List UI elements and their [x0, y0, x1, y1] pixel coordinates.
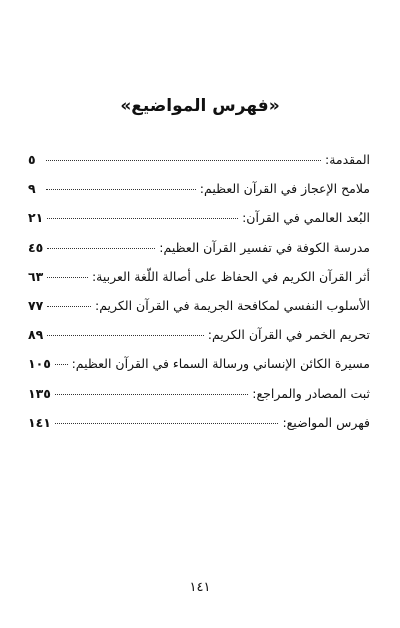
toc-entry [28, 269, 370, 298]
toc-entry-page: ٤٥ [28, 239, 44, 255]
toc-entry-page: ٢١ [28, 210, 44, 226]
toc-entry-page: ٦٣ [28, 268, 44, 284]
toc-entry-title: ملامح الإعجاز في القرآن العظيم: [199, 181, 370, 197]
page-title: «فهرس المواضيع» [120, 96, 280, 116]
toc-entry-page: ٨٩ [28, 327, 44, 343]
toc-entry-title: الأسلوب النفسي لمكافحة الجريمة في القرآن الكريم: [94, 297, 370, 313]
dot-leader [55, 423, 279, 424]
toc-entry-title: ثبت المصادر والمراجع: [252, 385, 370, 401]
toc-entry [28, 240, 370, 269]
toc-entry [28, 210, 370, 239]
toc-entry [28, 386, 370, 415]
toc-entry-title: مدرسة الكوفة في تفسير القرآن العظيم: [159, 239, 370, 255]
dot-leader [47, 248, 155, 249]
toc-entry-title: أثر القرآن الكريم في الحفاظ على أصالة اللّغة العربية: [91, 268, 370, 284]
toc-entry-title: تحريم الخمر في القرآن الكريم: [207, 327, 370, 343]
dot-leader [55, 364, 68, 365]
toc-entry-page: ٩ [28, 181, 36, 197]
dot-leader [47, 277, 88, 278]
toc-entry-title: فهرس المواضيع: [282, 414, 370, 430]
toc-entry [28, 298, 370, 327]
toc-entry-title: المقدمة: [324, 152, 370, 167]
toc-entry-page: ٧٧ [28, 297, 44, 313]
toc-entry-title: مسيرة الكائن الإنساني ورسالة السماء في القرآن العظيم: [71, 356, 370, 372]
toc-entry [28, 327, 370, 356]
toc-entry-page: ١٤١ [28, 414, 51, 430]
dot-leader [47, 218, 238, 219]
toc-entry [28, 181, 370, 210]
dot-leader [47, 335, 203, 336]
toc-entry-page: ٥ [28, 152, 36, 167]
dot-leader [55, 394, 248, 395]
dot-leader [46, 189, 196, 190]
toc-entry [28, 152, 370, 181]
toc-entry-page: ١٠٥ [28, 356, 51, 372]
table-of-contents [28, 152, 370, 444]
toc-entry [28, 356, 370, 385]
toc-entry [28, 415, 370, 444]
dot-leader [46, 160, 321, 161]
toc-entry-title: البُعد العالمي في القرآن: [242, 210, 370, 226]
page-number: ١٤١ [189, 580, 211, 595]
toc-entry-page: ١٣٥ [28, 385, 51, 401]
dot-leader [47, 306, 91, 307]
